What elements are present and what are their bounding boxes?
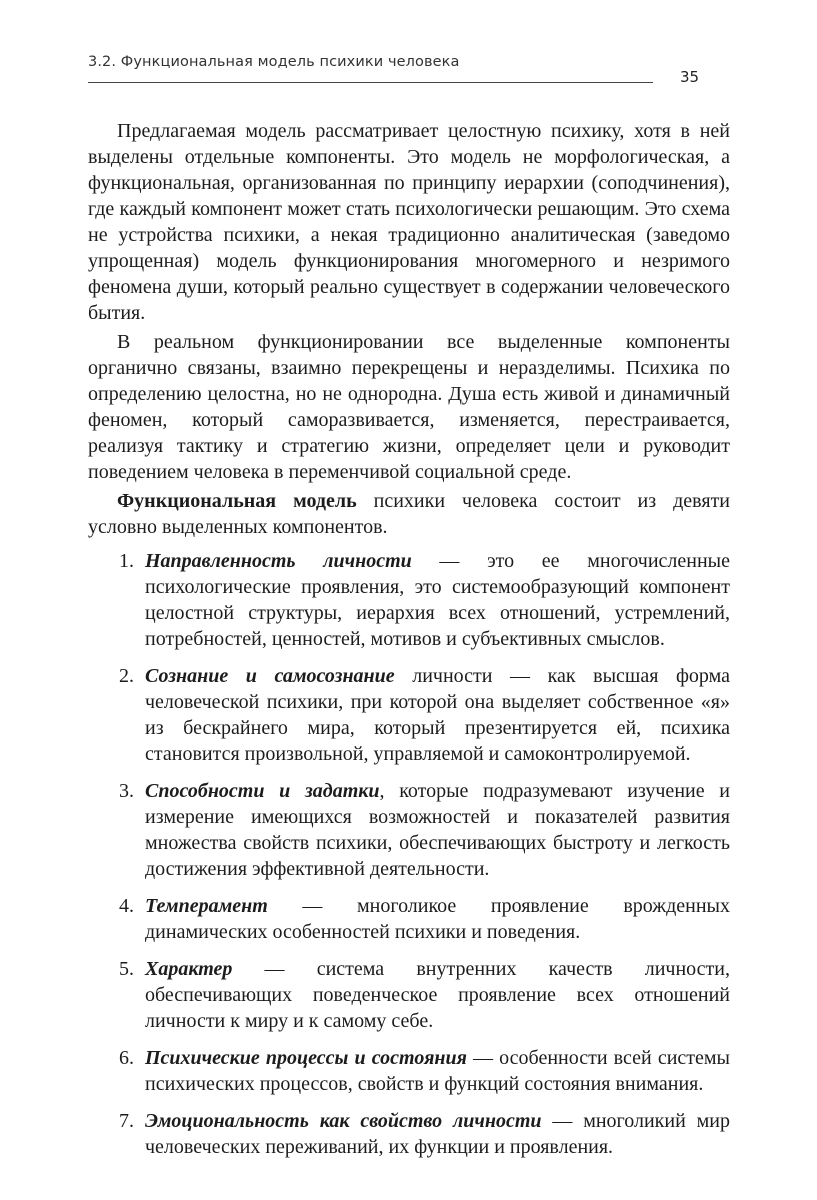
item-term: Способности и задатки: [145, 780, 380, 802]
list-item: [88, 1045, 730, 1097]
list-item: [88, 893, 730, 945]
item-term: Темперамент: [145, 895, 268, 917]
item-number: 1.: [119, 550, 134, 572]
page-body: [88, 118, 730, 1171]
item-term: Психические процессы и состояния: [145, 1047, 467, 1069]
components-list: [88, 548, 730, 1160]
item-text: — система внутренних качеств личности, обеспечивающих поведенческое проявление всех отношений личности к миру и к самому себе.: [145, 958, 730, 1032]
list-item: [88, 778, 730, 882]
intro-rest: психики человека состоит из девяти условно выделенных компонентов.: [88, 490, 731, 538]
item-term: Сознание и самосознание: [145, 665, 395, 687]
item-number: 2.: [119, 665, 134, 687]
paragraph: В реальном функционировании все выделенные компоненты органично связаны, взаимно перекрещены и неразделимы. Психика по определению целостна, но не однородна. Душа есть живой и динамичный феномен, который саморазвивается, изменяется, перестраивается, реализуя тактику и стратегию жизни, определяет цели и руководит поведением человека в переменчивой социальной среде.: [88, 331, 730, 483]
item-text: , которые подразумевают изучение и измерение имеющихся возможностей и показателей развития множества свойств психики, обеспечивающих быстроту и легкость достижения эффективной деятельности.: [145, 780, 730, 880]
item-number: 3.: [119, 780, 134, 802]
running-head-title: 3.2. Функциональная модель психики человека: [88, 54, 460, 70]
item-number: 7.: [119, 1110, 134, 1132]
list-item: [88, 1108, 730, 1160]
item-text: — многоликое проявление врожденных динамических особенностей психики и поведения.: [145, 895, 730, 943]
item-term: Эмоциональность как свойство личности: [145, 1110, 542, 1132]
item-text: — это ее многочисленные психологические проявления, это системообразующий компонент целостной структуры, иерархия всех отношений, устремлений, потребностей, ценностей, мотивов и субъективных смыслов.: [145, 550, 730, 650]
item-term: Характер: [145, 958, 233, 980]
item-text: личности — как высшая форма человеческой психики, при которой она выделяет собственное «я» из бескрайнего мира, который презентируется ей, психика становится произвольной, управляемой и самоконтролируемой.: [145, 665, 731, 765]
item-number: 4.: [119, 895, 134, 917]
item-text: — многоликий мир человеческих переживаний, их функции и проявления.: [145, 1110, 730, 1158]
item-text: — особенности всей системы психических процессов, свойств и функций состояния внимания.: [145, 1047, 730, 1095]
item-number: 6.: [119, 1047, 134, 1069]
header-rule: [88, 82, 653, 83]
page-number: 35: [680, 68, 700, 86]
paragraph: Предлагаемая модель рассматривает целостную психику, хотя в ней выделены отдельные компоненты. Это модель не морфологическая, а функциональная, организованная по принципу иерархии (соподчинения), где каждый компонент может стать психологически решающим. Это схема не устройства психики, а некая традиционно аналитическая (заведомо упрощенная) модель функционирования многомерного и незримого феномена души, который реально существует в содержании человеческого бытия.: [88, 120, 730, 324]
list-item: [88, 548, 730, 652]
list-item: [88, 956, 730, 1034]
item-term: Направленность личности: [145, 550, 412, 572]
intro-lead-term: Функциональная модель: [117, 490, 357, 512]
intro-paragraph: [88, 488, 730, 540]
item-number: 5.: [119, 958, 134, 980]
list-item: [88, 663, 730, 767]
